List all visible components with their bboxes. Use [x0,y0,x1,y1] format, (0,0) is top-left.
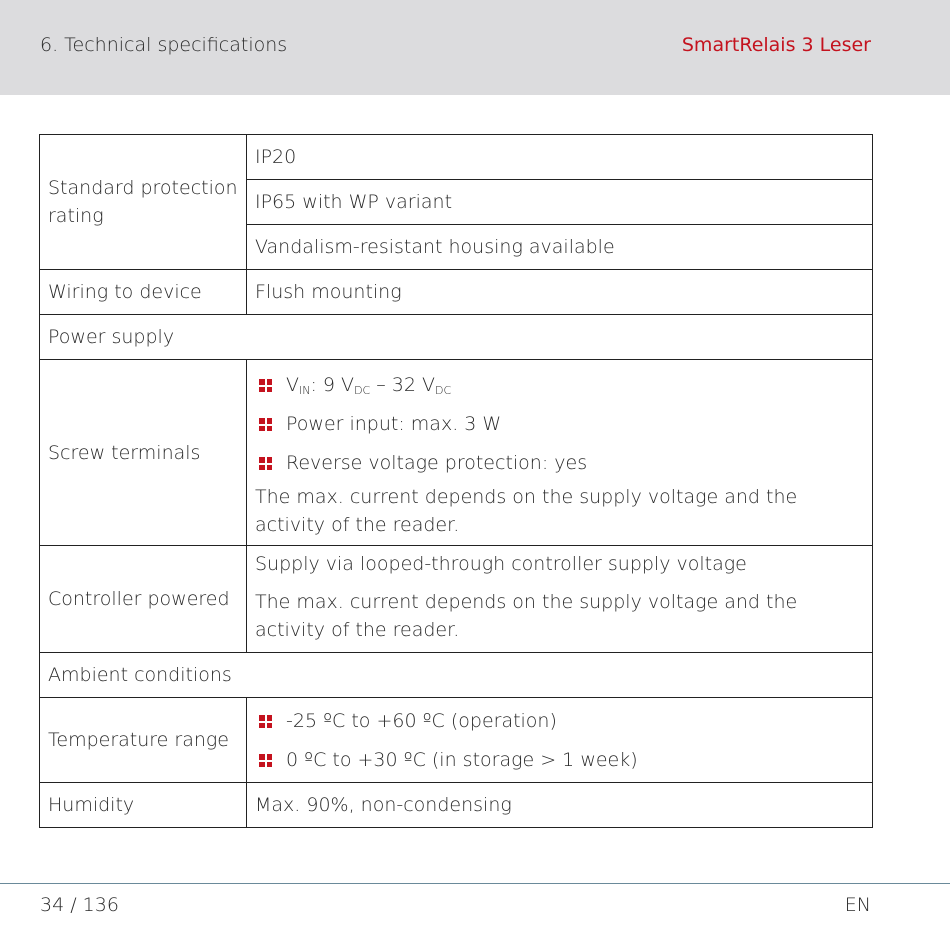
screw-terminals-note: The max. current depends on the supply voltage and the activity of the reader. [255,486,798,536]
controller-powered-note: The max. current depends on the supply voltage and the activity of the reader. [255,591,798,641]
bullet-icon [259,379,272,392]
list-item: -25 ºC to +60 ºC (operation) [255,702,864,741]
humidity-value: Max. 90%, non-condensing [247,783,873,828]
bullet-icon [259,457,272,470]
table-row [40,360,873,546]
protection-value-ip20: IP20 [247,135,873,180]
list-item: Reverse voltage protection: yes [255,444,864,483]
controller-powered-label: Controller powered [40,546,247,653]
specifications-table [39,134,873,828]
language-code: EN [844,894,871,916]
list-item: $V_{IN}$: 9 $V_{DC} - 32$ $V_{DC}$ [255,366,864,405]
bullet-icon [259,418,272,431]
screw-terminals-value [247,360,873,546]
table-row [40,698,873,783]
protection-value-vandalism: Vandalism-resistant housing available [247,225,873,270]
bullet-icon [259,715,272,728]
product-name: SmartRelais 3 Leser [681,34,871,56]
protection-label: Standard protection rating [40,135,247,270]
screw-terminals-bullets [255,366,864,483]
table-row [40,546,873,653]
list-item: Power input: max. 3 W [255,405,864,444]
wiring-label: Wiring to device [40,270,247,315]
wiring-value: Flush mounting [247,270,873,315]
humidity-label: Humidity [40,783,247,828]
table-row [40,315,873,360]
bullet-icon [259,754,272,767]
table-row [40,270,873,315]
footer-divider [0,883,950,884]
table-row [40,653,873,698]
controller-powered-value [247,546,873,653]
protection-value-ip65: IP65 with WP variant [247,180,873,225]
section-title: 6. Technical specifications [40,34,288,56]
controller-powered-supply: Supply via looped-through controller supply voltage [255,553,747,575]
temperature-value [247,698,873,783]
table-row [40,783,873,828]
temperature-bullets [255,702,864,780]
table-row [40,135,873,180]
page-number: 34 / 136 [40,894,119,916]
power-supply-heading: Power supply [40,315,873,360]
temperature-label: Temperature range [40,698,247,783]
page-header [0,0,950,95]
ambient-conditions-heading: Ambient conditions [40,653,873,698]
screw-terminals-label: Screw terminals [40,360,247,546]
list-item: 0 ºC to +30 ºC (in storage > 1 week) [255,741,864,780]
